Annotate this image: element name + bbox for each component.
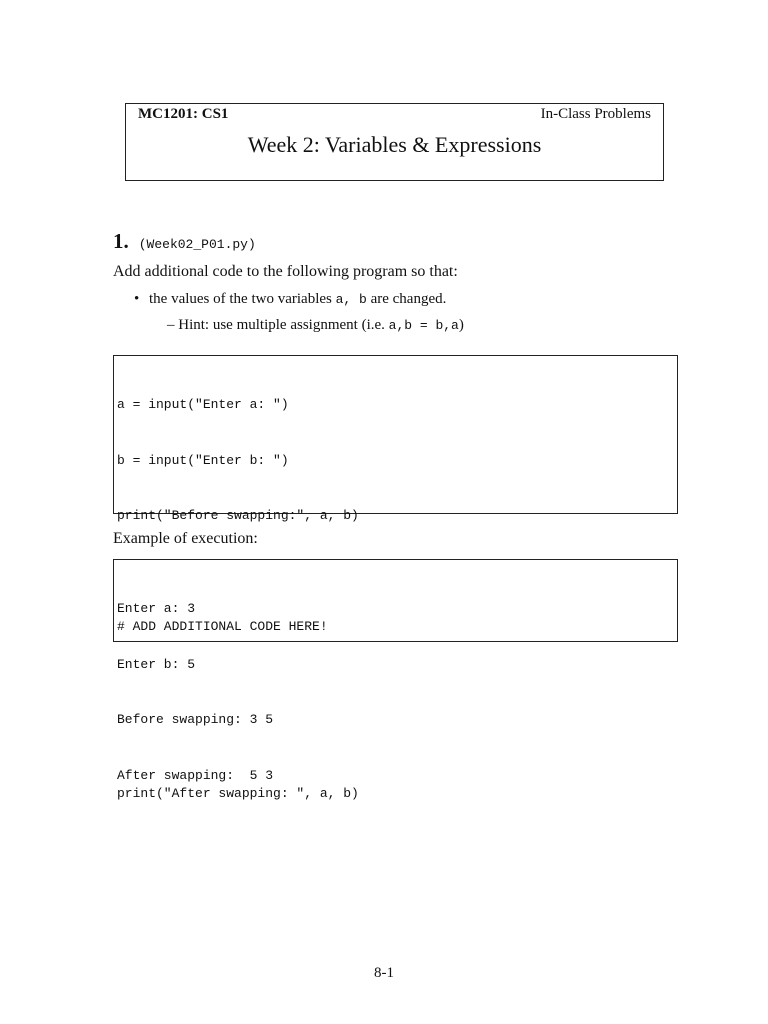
hint-item	[167, 317, 464, 334]
page-number: 8-1	[374, 965, 394, 981]
output-line: Before swapping: 3 5	[117, 712, 274, 727]
bullet-code: a, b	[335, 292, 367, 307]
bullet-dot: •	[134, 291, 140, 307]
hint-suffix: )	[458, 317, 464, 333]
document-type: In-Class Problems	[540, 106, 651, 122]
output-line: Enter a: 3	[117, 601, 196, 616]
header-box	[125, 103, 664, 181]
problem-filename: (Week02_P01.py)	[138, 237, 256, 252]
hint-code: a,b = b,a	[388, 318, 459, 333]
hint-prefix: – Hint: use multiple assignment (i.e.	[167, 317, 389, 333]
code-line: a = input("Enter a: ")	[117, 397, 289, 412]
bullet-text-after: are changed.	[366, 291, 447, 307]
problem-intro: Add additional code to the following program so that:	[113, 263, 458, 280]
bullet-item	[134, 291, 446, 308]
code-line: print("After swapping: ", a, b)	[117, 785, 359, 801]
course-code: MC1201: CS1	[138, 106, 229, 122]
output-line: After swapping: 5 3	[117, 767, 274, 783]
code-line: print("Before swapping:", a, b)	[117, 508, 359, 523]
problem-number: 1.	[113, 229, 129, 253]
problem-heading	[113, 229, 256, 254]
code-line: # ADD ADDITIONAL CODE HERE!	[117, 619, 328, 634]
code-line: b = input("Enter b: ")	[117, 452, 289, 468]
example-label: Example of execution:	[113, 530, 258, 547]
output-line: Enter b: 5	[117, 656, 196, 672]
example-output	[113, 559, 678, 783]
page-title: Week 2: Variables & Expressions	[247, 132, 542, 157]
bullet-text-before: the values of the two variables	[149, 291, 336, 307]
